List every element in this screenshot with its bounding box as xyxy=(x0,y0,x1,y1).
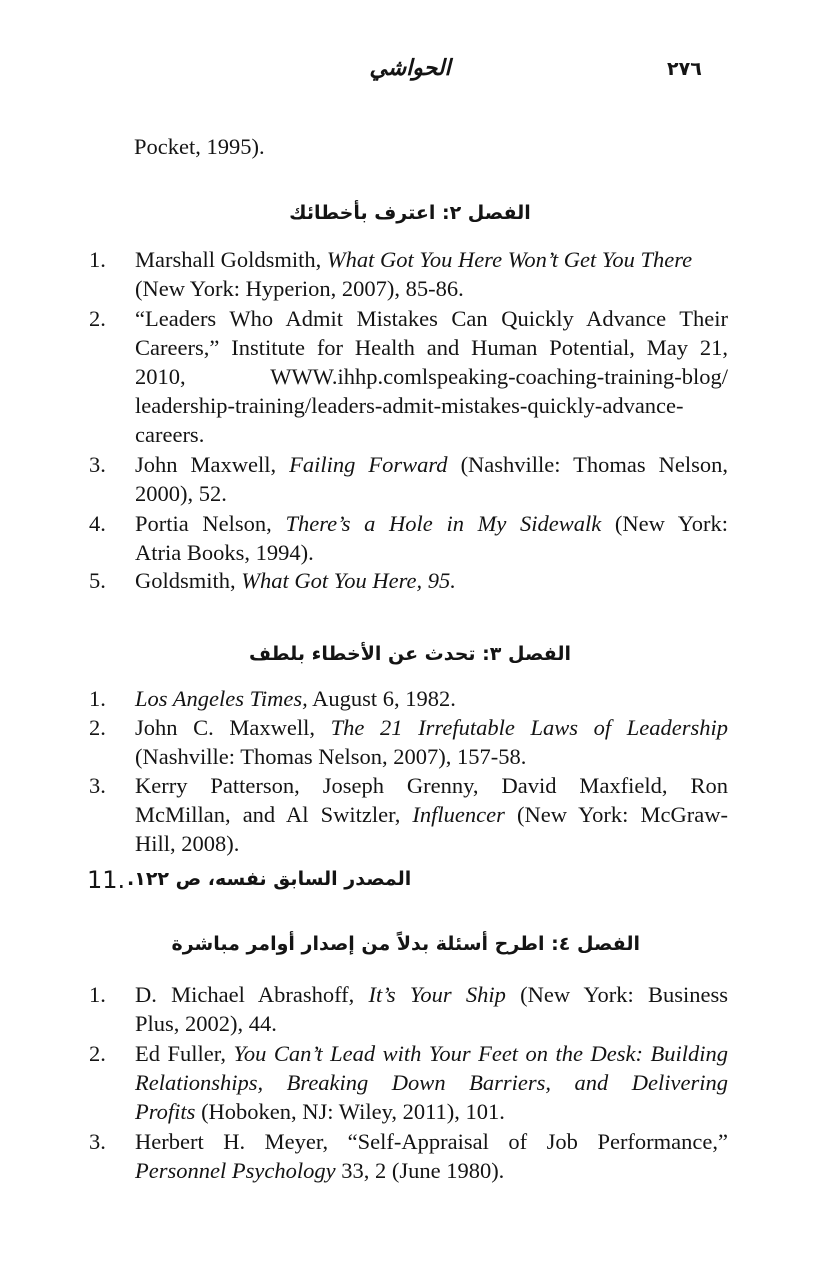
italic-title: It’s Your Ship xyxy=(368,982,506,1007)
text-run: Atria Books, 1994). xyxy=(135,540,314,565)
endnote-line xyxy=(135,450,728,479)
endnote-text xyxy=(135,980,728,1038)
text-run: Careers,” Institute for Health and Human Potential, May 21, xyxy=(135,335,728,360)
endnote-line xyxy=(135,245,728,274)
text-run: 33, 2 (June 1980). xyxy=(335,1158,505,1183)
text-run: Portia Nelson, xyxy=(135,511,286,536)
endnote-line xyxy=(135,1156,728,1185)
endnote-line xyxy=(135,1097,728,1126)
text-run: John Maxwell, xyxy=(135,452,290,477)
text-run: Ed Fuller, xyxy=(135,1041,234,1066)
italic-title: Los Angeles Times, xyxy=(135,686,308,711)
endnote-number: 3. xyxy=(89,773,106,798)
endnote-line xyxy=(135,829,728,858)
endnote-text xyxy=(135,509,728,567)
endnote-line xyxy=(135,1068,728,1097)
running-header xyxy=(0,56,828,92)
endnote-line xyxy=(135,800,728,829)
text-run: “Leaders Who Admit Mistakes Can Quickly Advance Their xyxy=(135,306,728,331)
endnote-line xyxy=(135,391,728,420)
italic-title: What Got You Here Won’t Get You There xyxy=(326,247,693,272)
chapter-heading: الفصل ٤: اطرح أسئلة بدلاً من إصدار أوامر مباشرة xyxy=(171,933,640,955)
endnote-number: 4. xyxy=(89,511,106,536)
endnote-text xyxy=(135,1039,728,1126)
endnote-line xyxy=(135,509,728,538)
endnote-number: 2. xyxy=(89,1041,106,1066)
text-run: (Nashville: Thomas Nelson, xyxy=(447,452,728,477)
text-run: 2010, WWW.ihhp.comlspeaking-coaching-training-blog/ xyxy=(135,364,728,389)
endnote-line xyxy=(135,566,728,595)
endnote-line xyxy=(135,742,728,771)
chapter-heading: الفصل ٢: اعترف بأخطائك xyxy=(289,202,531,224)
text-run: D. Michael Abrashoff, xyxy=(135,982,369,1007)
endnote-number: 2. xyxy=(89,306,106,331)
endnote-line xyxy=(135,713,728,742)
text-run: (New York: McGraw- xyxy=(504,802,728,827)
text-run: McMillan, and Al Switzler, xyxy=(135,802,413,827)
endnote-number: 1. xyxy=(89,686,106,711)
endnote-line xyxy=(135,771,728,800)
text-run: (New York: Hyperion, 2007), 85-86. xyxy=(135,276,464,301)
text-run: Hill, 2008). xyxy=(135,831,240,856)
endnote-line xyxy=(135,333,728,362)
endnote-text xyxy=(135,566,728,595)
endnote-text xyxy=(135,304,728,449)
text-run: John C. Maxwell, xyxy=(135,715,331,740)
text-run: August 6, 1982. xyxy=(307,686,456,711)
italic-title: Failing Forward xyxy=(289,452,448,477)
endnote-line xyxy=(135,1009,728,1038)
text-run: leadership-training/leaders-admit-mistakes-quickly-advance- xyxy=(135,393,684,418)
italic-title: Profits xyxy=(135,1099,196,1124)
italic-title: There’s a Hole in My Sidewalk xyxy=(285,511,602,536)
page-number: ٢٧٦ xyxy=(667,58,702,80)
endnote-line xyxy=(135,1039,728,1068)
arabic-endnote-text: المصدر السابق نفسه، ص ١٢٢. xyxy=(127,868,412,890)
italic-title: The 21 Irrefutable Laws of Leadership xyxy=(330,715,728,740)
endnote-line xyxy=(135,479,728,508)
text-run: Goldsmith, xyxy=(135,568,242,593)
endnote-number: 2. xyxy=(89,715,106,740)
endnote-text xyxy=(135,245,728,303)
arabic-endnote-number: 11. xyxy=(87,866,126,894)
text-run: Plus, 2002), 44. xyxy=(135,1011,277,1036)
italic-title: What Got You Here, 95. xyxy=(241,568,456,593)
endnote-line xyxy=(135,420,728,449)
text-run: Kerry Patterson, Joseph Grenny, David Maxfield, Ron xyxy=(135,773,728,798)
italic-title: Relationships, Breaking Down Barriers, and Delivering xyxy=(135,1070,728,1095)
chapter-heading: الفصل ٣: تحدث عن الأخطاء بلطف xyxy=(249,643,571,665)
italic-title: Influencer xyxy=(412,802,505,827)
text-run: (New York: Business xyxy=(505,982,728,1007)
endnote-text xyxy=(135,1127,728,1185)
endnote-line xyxy=(135,274,728,303)
endnote-text xyxy=(135,684,728,713)
endnote-text xyxy=(135,771,728,858)
endnote-text xyxy=(135,713,728,771)
carry-over-line: Pocket, 1995). xyxy=(134,134,265,159)
endnote-number: 5. xyxy=(89,568,106,593)
text-run: (Nashville: Thomas Nelson, 2007), 157-58. xyxy=(135,744,527,769)
endnote-text xyxy=(135,450,728,508)
endnote-line xyxy=(135,1127,728,1156)
endnote-number: 3. xyxy=(89,1129,106,1154)
endnote-number: 1. xyxy=(89,247,106,272)
endnote-line xyxy=(135,304,728,333)
endnote-line xyxy=(135,538,728,567)
italic-title: Personnel Psychology xyxy=(135,1158,336,1183)
arabic-endnote xyxy=(87,866,412,900)
text-run: (New York: xyxy=(601,511,728,536)
running-header-title: الحواشي xyxy=(369,56,451,81)
text-run: (Hoboken, NJ: Wiley, 2011), 101. xyxy=(195,1099,505,1124)
endnote-line xyxy=(135,980,728,1009)
text-run: Herbert H. Meyer, “Self-Appraisal of Job Performance,” xyxy=(135,1129,728,1154)
endnote-number: 1. xyxy=(89,982,106,1007)
endnote-number: 3. xyxy=(89,452,106,477)
text-run: 2000), 52. xyxy=(135,481,227,506)
endnote-line xyxy=(135,684,728,713)
endnote-line xyxy=(135,362,728,391)
text-run: careers. xyxy=(135,422,205,447)
text-run: Marshall Goldsmith, xyxy=(135,247,327,272)
italic-title: You Can’t Lead with Your Feet on the Desk: Building xyxy=(233,1041,728,1066)
